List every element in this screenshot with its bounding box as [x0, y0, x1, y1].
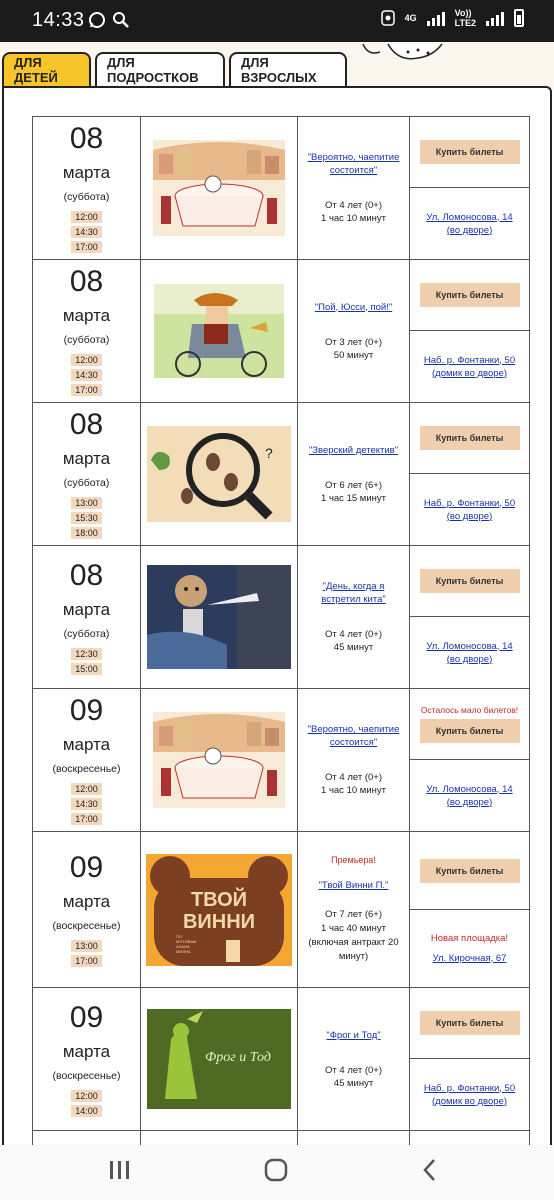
table-row [33, 689, 530, 832]
event-month: марта [62, 163, 111, 182]
event-day: 09 [69, 851, 104, 884]
tab-kids[interactable]: ДЛЯ ДЕТЕЙ [2, 52, 91, 86]
play-title-link[interactable]: "Твой Винни П." [318, 880, 389, 891]
buy-tickets-button[interactable]: Купить билеты [420, 283, 520, 307]
showtime: 13:00 [71, 497, 102, 509]
poster-cell [141, 689, 298, 832]
event-weekday: (воскресенье) [52, 763, 121, 775]
age-tabs [2, 52, 347, 86]
age-limit: От 7 лет (6+) [325, 909, 382, 920]
event-weekday: (суббота) [63, 334, 110, 346]
poster-cell [141, 117, 298, 260]
age-limit: От 3 лет (0+) [325, 336, 382, 348]
showtimes [33, 648, 140, 675]
schedule-panel [2, 86, 552, 1146]
new-venue-notice: Новая площадка! [430, 932, 509, 944]
event-day: 08 [69, 265, 104, 298]
buy-tickets-button[interactable]: Купить билеты [420, 719, 520, 743]
table-row [33, 117, 530, 260]
venue-address-note[interactable]: (во дворе) [446, 653, 493, 665]
age-limit: От 4 лет (0+) [325, 629, 382, 640]
status-time: 14:33 [32, 9, 85, 31]
tab-teens[interactable]: ДЛЯ ПОДРОСТКОВ [95, 52, 225, 86]
ticket-cell [410, 403, 530, 546]
ticket-cell [410, 117, 530, 260]
play-info-cell [298, 117, 410, 260]
venue-address-link[interactable]: Ул. Ломоносова, 14 [426, 640, 513, 652]
duration: 45 минут [333, 642, 374, 653]
buy-tickets-button[interactable]: Купить билеты [420, 859, 520, 883]
age-limit: От 6 лет (6+) [325, 479, 382, 491]
table-row [33, 988, 530, 1131]
showtime: 12:00 [71, 1090, 102, 1102]
showtime: 14:30 [71, 369, 102, 381]
date-cell [33, 403, 141, 546]
low-tickets-notice: Осталось мало билетов! [420, 705, 519, 715]
venue [410, 910, 529, 987]
play-info-cell [298, 689, 410, 832]
venue-address-link[interactable]: Ул. Кирочная, 67 [432, 952, 507, 964]
duration: 1 час 10 минут [321, 213, 386, 224]
poster-cell [141, 403, 298, 546]
poster-credit-3: АЛАНА [176, 943, 190, 949]
signal-icon-1 [427, 10, 445, 26]
buy-tickets-button[interactable]: Купить билеты [420, 426, 520, 450]
play-title-link[interactable]: "Вероятно, чаепитие состоится" [307, 152, 400, 176]
venue-address-link[interactable]: Наб. р. Фонтанки, 50 [423, 1082, 516, 1094]
volte-label: Vo)) [454, 8, 472, 18]
play-title-link[interactable]: "День, когда я встретил кита" [321, 581, 386, 605]
poster-title-line2: ВИННИ [182, 910, 256, 933]
poster-cell [141, 546, 298, 689]
showtime: 12:00 [71, 354, 102, 366]
showtime: 14:30 [71, 798, 102, 810]
date-cell [33, 832, 141, 988]
event-month: марта [62, 449, 111, 468]
play-title-link[interactable]: "Пой, Юсси, пой!" [314, 301, 393, 313]
play-title-link[interactable]: "Зверский детектив" [308, 444, 399, 456]
event-month: марта [62, 1041, 111, 1061]
network-type: 4G [404, 13, 417, 23]
tea-party-image[interactable] [153, 712, 285, 808]
venue-address-link[interactable]: Ул. Ломоносова, 14 [426, 211, 513, 223]
showtime: 14:00 [71, 1105, 102, 1117]
bicycle-man-image[interactable] [154, 284, 284, 378]
date-cell [33, 988, 141, 1131]
showtime: 18:00 [71, 527, 102, 539]
winnie-poster[interactable] [146, 854, 292, 966]
event-day: 09 [69, 694, 104, 727]
premiere-badge: Премьера! [331, 855, 376, 865]
back-icon[interactable] [422, 1158, 438, 1182]
poster-cell [141, 832, 298, 988]
ticket-cell [410, 689, 530, 832]
schedule-table [32, 116, 530, 1146]
showtime: 17:00 [71, 813, 102, 825]
system-nav-bar [0, 1145, 554, 1200]
buy-tickets-button[interactable]: Купить билеты [420, 140, 520, 164]
age-limit: От 4 лет (0+) [325, 200, 382, 211]
age-limit: От 4 лет (0+) [325, 772, 382, 783]
duration: 1 час 15 минут [321, 492, 386, 504]
puppet-photo[interactable] [147, 565, 291, 669]
event-month: марта [62, 599, 111, 619]
poster-cell [141, 260, 298, 403]
venue [410, 331, 529, 402]
whatsapp-icon [88, 11, 106, 29]
venue [410, 474, 529, 545]
event-day: 09 [69, 1000, 104, 1034]
ticket-cell [410, 988, 530, 1131]
showtimes [33, 940, 140, 967]
poster-title: Фрог и Тод [205, 1050, 271, 1065]
play-title-link[interactable]: "Вероятно, чаепитие состоится" [307, 724, 400, 748]
duration: 45 минут [333, 1077, 374, 1089]
showtime: 12:00 [71, 211, 102, 223]
venue [410, 188, 529, 259]
magnifier-image[interactable] [147, 426, 291, 522]
signal-icon-2 [486, 10, 504, 26]
showtime: 15:00 [71, 663, 102, 675]
showtimes [33, 1090, 140, 1117]
event-day: 08 [69, 558, 104, 592]
venue-address-note[interactable]: (домик во дворе) [432, 367, 507, 379]
event-month: марта [62, 306, 111, 325]
poster-title-line1: ТВОЙ [190, 888, 248, 911]
buy-tickets-button[interactable]: Купить билеты [420, 569, 520, 593]
event-weekday: (воскресенье) [52, 920, 121, 932]
showtime: 17:00 [71, 241, 102, 253]
showtimes [33, 211, 140, 253]
play-info-cell [298, 546, 410, 689]
doodle-illustration [358, 42, 448, 64]
showtime: 12:30 [71, 648, 102, 660]
play-info-cell [298, 260, 410, 403]
duration-note: (включая антракт 20 минут) [308, 937, 399, 962]
tea-party-image[interactable] [153, 140, 285, 236]
showtimes [33, 497, 140, 539]
ticket-cell [410, 546, 530, 689]
event-weekday: (воскресенье) [52, 1069, 121, 1082]
venue [410, 1059, 529, 1130]
date-cell [33, 546, 141, 689]
event-day: 08 [69, 408, 104, 441]
table-row [33, 260, 530, 403]
showtime: 13:00 [71, 940, 102, 952]
venue-address-link[interactable]: Ул. Ломоносова, 14 [426, 783, 513, 795]
venue [410, 760, 529, 831]
duration: 50 минут [333, 349, 374, 361]
venue-address-link[interactable]: Наб. р. Фонтанки, 50 [423, 497, 516, 509]
recent-apps-icon[interactable] [108, 1159, 132, 1181]
showtime: 12:00 [71, 783, 102, 795]
showtime: 17:00 [71, 384, 102, 396]
venue [410, 617, 529, 688]
play-info-cell [298, 403, 410, 546]
event-month: марта [62, 735, 111, 754]
table-row [33, 832, 530, 988]
showtimes [33, 354, 140, 396]
buy-tickets-button[interactable]: Купить билеты [420, 1011, 520, 1035]
showtime: 15:30 [71, 512, 102, 524]
play-title-link[interactable]: "Фрог и Тод" [326, 1029, 381, 1041]
venue-address-note[interactable]: (во дворе) [446, 796, 493, 808]
event-weekday: (суббота) [63, 627, 110, 640]
table-row [33, 546, 530, 689]
date-cell [33, 260, 141, 403]
duration: 1 час 10 минут [321, 785, 386, 796]
showtime: 14:30 [71, 226, 102, 238]
play-info-cell [298, 988, 410, 1131]
event-weekday: (суббота) [63, 191, 110, 203]
venue-address-note[interactable]: (во дворе) [446, 224, 493, 236]
date-cell [33, 117, 141, 260]
home-icon[interactable] [264, 1158, 288, 1182]
table-row [33, 403, 530, 546]
ticket-cell [410, 832, 530, 988]
date-cell [33, 689, 141, 832]
svg-text:?: ? [265, 445, 273, 461]
frog-toad-poster[interactable] [147, 1009, 291, 1109]
data-saver-icon [381, 10, 395, 26]
event-month: марта [62, 892, 111, 911]
event-weekday: (суббота) [63, 477, 110, 489]
status-bar [0, 0, 554, 42]
venue-address-note[interactable]: (домик во дворе) [432, 1095, 507, 1107]
venue-address-link[interactable]: Наб. р. Фонтанки, 50 [423, 354, 516, 366]
tab-adults[interactable]: ДЛЯ ВЗРОСЛЫХ [229, 52, 347, 86]
poster-cell [141, 988, 298, 1131]
search-icon [112, 11, 130, 29]
venue-address-note[interactable]: (во дворе) [446, 510, 493, 522]
event-day: 08 [69, 122, 104, 155]
poster-credit-1: ПО [176, 933, 182, 939]
ticket-cell [410, 260, 530, 403]
poster-credit-2: МОТИВАМ [176, 938, 197, 944]
play-info-cell [298, 832, 410, 988]
battery-icon [514, 9, 524, 27]
showtimes [33, 783, 140, 825]
age-limit: От 4 лет (0+) [325, 1064, 382, 1076]
duration: 1 час 40 минут [321, 923, 386, 934]
showtime: 17:00 [71, 955, 102, 967]
table-row [33, 1131, 530, 1147]
lte-label: LTE2 [454, 18, 476, 28]
poster-credit-4: МИЛНА [176, 948, 191, 954]
